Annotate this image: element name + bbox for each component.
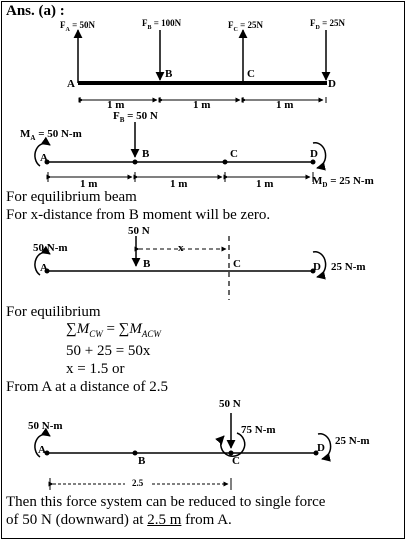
point-a-label-3: A — [40, 262, 48, 274]
point-c-label-3: C — [233, 258, 241, 270]
dist-label-4: 2.5 — [132, 478, 144, 488]
moment-a-label: $M_A = 50$ N-m — [20, 128, 82, 143]
point-b-label: B — [165, 68, 173, 80]
moment-left-label-3: 50 N-m — [33, 242, 68, 254]
force-a-label: $F_A = 50N$ — [60, 20, 95, 33]
point-d-label-4: D — [317, 442, 325, 454]
point-a-label-2: A — [40, 152, 48, 164]
text-equilibrium-beam: For equilibrium beam — [6, 189, 137, 205]
moment-d-label: $M_D = 25$ N-m — [312, 175, 374, 190]
point-c-label-2: C — [230, 148, 238, 160]
point-b-label-4: B — [138, 455, 146, 467]
force-d-label: $F_D = 25N$ — [310, 18, 345, 31]
text-x-distance: For x-distance from B moment will be zero. — [6, 207, 271, 223]
span-label-2c: 1 m — [256, 178, 274, 190]
point-d-label-3: D — [313, 261, 321, 273]
answer-heading: Ans. (a) : — [6, 3, 65, 19]
text-single-force: of 50 N (downward) at 2.5 m from A. — [6, 512, 232, 528]
point-b-label-2: B — [142, 148, 150, 160]
x-label-3: x — [178, 242, 184, 254]
point-a-label-4: A — [38, 444, 46, 456]
force-b-label-2: $F_B = 50$ N — [113, 110, 158, 125]
span-bc-label: 1 m — [193, 99, 211, 111]
moment-mid-label-4: 75 N-m — [241, 424, 276, 436]
point-d-label-2: D — [310, 148, 318, 160]
text-from-a-distance: From A at a distance of 2.5 — [6, 379, 169, 395]
force-c-label: $F_C = 25N$ — [228, 20, 263, 33]
moment-right-label-4: 25 N-m — [335, 435, 370, 447]
point-b-label-3: B — [143, 258, 151, 270]
text-for-equilibrium: For equilibrium — [6, 304, 101, 320]
force-label-4: 50 N — [219, 398, 241, 410]
moment-left-label-4: 50 N-m — [28, 420, 63, 432]
span-ab-label: 1 m — [107, 99, 125, 111]
equation-line-3: x = 1.5 or — [66, 361, 125, 377]
point-c-label: C — [247, 68, 255, 80]
equation-line-2: 50 + 25 = 50x — [66, 343, 151, 359]
span-label-2a: 1 m — [80, 178, 98, 190]
span-cd-label: 1 m — [276, 99, 294, 111]
point-c-label-4: C — [232, 455, 240, 467]
moment-sum-equation: $\sum M_{CW} = \sum M_{ACW}$ — [66, 321, 161, 339]
moment-right-label-3: 25 N-m — [331, 261, 366, 273]
force-b-label: $F_B = 100N$ — [142, 18, 182, 31]
text-reduced-system: Then this force system can be reduced to single force — [6, 494, 326, 510]
span-label-2b: 1 m — [170, 178, 188, 190]
point-a-label: A — [67, 78, 75, 90]
force-label-3: 50 N — [128, 225, 150, 237]
point-d-label: D — [328, 78, 336, 90]
